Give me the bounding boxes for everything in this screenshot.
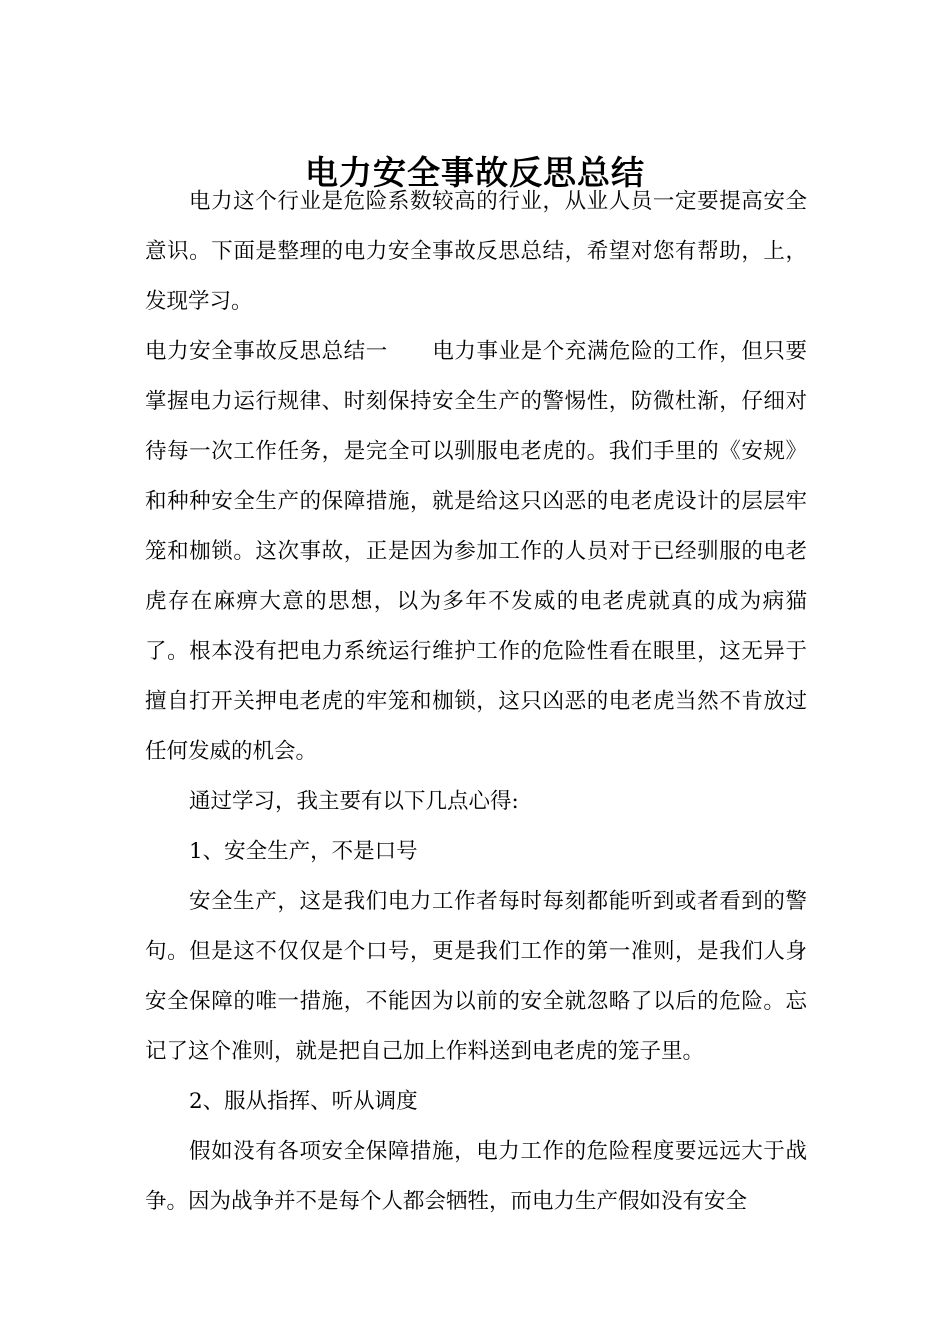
section-body-text: 电力事业是个充满危险的工作，但只要掌握电力运行规律、时刻保持安全生产的警惕性，防微杜渐，仔细对待每一次工作任务，是完全可以驯服电老虎的。我们手里的《安规》和种种安全生产的保障措施，就是给这只凶恶的电老虎设计的层层牢笼和枷锁。这次事故，正是因为参加工作的人员对于已经驯服的电老虎存在麻痹大意的思想，以为多年不发威的电老虎就真的成为病猫了。根本没有把电力系统运行维护工作的危险性看在眼里，这无异于擅自打开关押电老虎的牢笼和枷锁，这只凶恶的电老虎当然不肯放过任何发威的机会。 (145, 339, 807, 764)
section-paragraph (145, 327, 807, 777)
learning-intro-paragraph: 通过学习，我主要有以下几点心得: (189, 789, 519, 814)
point1-paragraph: 安全生产，这是我们电力工作者每时每刻都能听到或者看到的警句。但是这不仅仅是个口号，更是我们工作的第一准则，是我们人身安全保障的唯一措施，不能因为以前的安全就忽略了以后的危险。忘记了这个准则，就是把自己加上作料送到电老虎的笼子里。 (145, 889, 807, 1064)
intro-paragraph: 电力这个行业是危险系数较高的行业，从业人员一定要提高安全意识。下面是整理的电力安全事故反思总结，希望对您有帮助，上，发现学习。 (145, 189, 807, 314)
document-title: 电力安全事故反思总结 (305, 153, 645, 193)
document-body (145, 177, 807, 1227)
section-heading: 电力安全事故反思总结一 (145, 339, 388, 364)
point2-paragraph: 假如没有各项安全保障措施，电力工作的危险程度要远远大于战争。因为战争并不是每个人都会牺牲，而电力生产假如没有安全 (145, 1139, 807, 1214)
point2-title: 2、服从指挥、听从调度 (189, 1089, 418, 1114)
point1-title: 1、安全生产，不是口号 (189, 839, 418, 864)
